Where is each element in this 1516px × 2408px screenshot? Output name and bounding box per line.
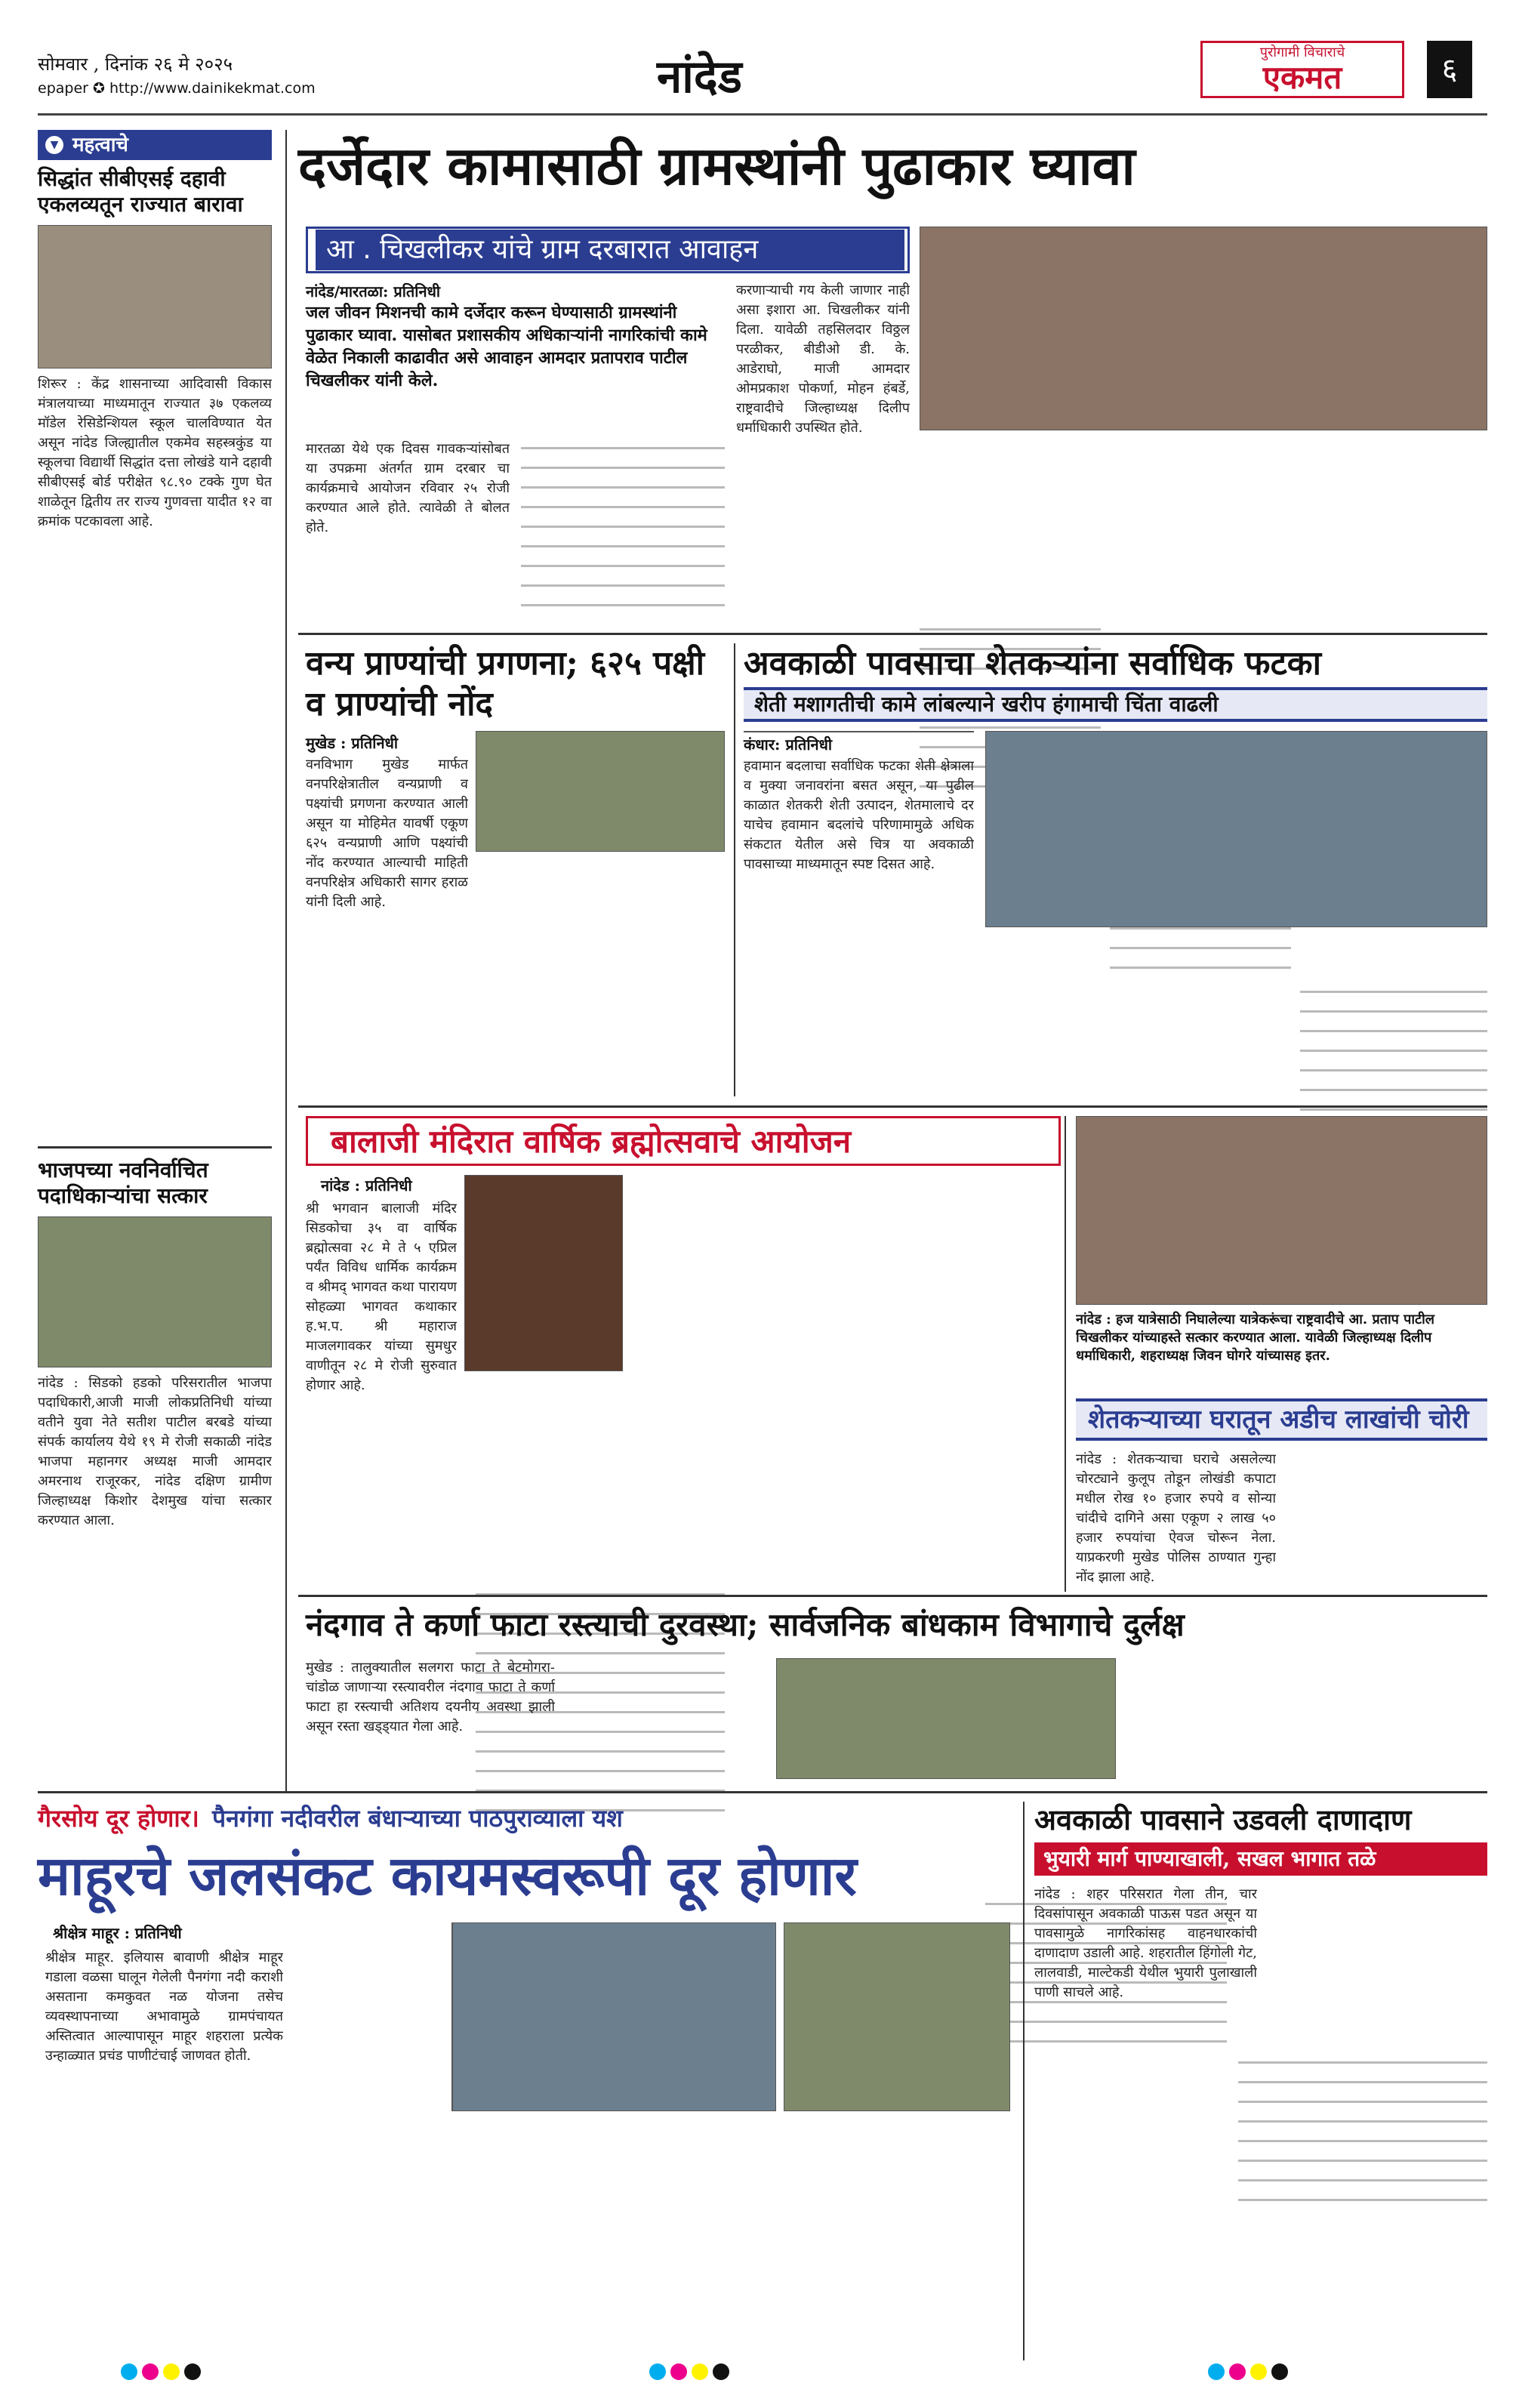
magenta-mark (142, 2363, 159, 2380)
mahur-photo-1b (451, 1922, 453, 2111)
haj-felicitation-photo (1076, 1116, 1487, 1305)
page-number: ६ (1427, 41, 1472, 98)
cyan-mark (121, 2363, 137, 2380)
yellow-mark (163, 2363, 180, 2380)
mahur-photo-2 (784, 1922, 1010, 2111)
road-photo (776, 1658, 1116, 1779)
road-body: मुखेड : तालुक्यातील सलगरा फाटा ते बेटमोगरा-चांडोळ जाणाऱ्या रस्त्यावरील नंदगाव फाटा ते कर्णा फाटा हा रस्त्याची अतिशय दयनीय अवस्था झाली असून रस्ता खड्ड्यात गेला आहे. (306, 1660, 555, 1734)
lead-column-3: करणाऱ्याची गय केली जाणार नाही असा इशारा आ. चिखलीकर यांनी दिला. यावेळी तहसिलदार विठ्ठल परळीकर, बीडीओ डी. के. आडेराघो, माजी आमदार ओमप्रकाश पोकर्णा, मोहन हंबर्डे, राष्ट्रवादीचे जिल्हाध्यक्ष दिलीप धर्माधिकारी उपस्थित होते. (736, 282, 910, 436)
byline: श्रीक्षेत्र माहूर : प्रतिनिधी (53, 1924, 182, 1942)
black-mark (713, 2363, 729, 2380)
rain-photo (985, 731, 1487, 927)
lead-column-2-text (521, 439, 725, 621)
magenta-mark (1229, 2363, 1246, 2380)
unseasonal-headline[interactable]: अवकाळी पावसाने उडवली दाणादाण (1034, 1802, 1412, 1836)
text-lines (521, 439, 725, 621)
wildlife-body: वनविभाग मुखेड मार्फत वनपरिक्षेत्रातील वन्यप्राणी व पक्ष्यांची प्रगणना करण्यात आली असून या मोहिमेत यावर्षी एकूण ६२५ वन्यप्राणी आणि पक्ष्यांची नोंद करण्यात आल्याची माहिती वनपरिक्षेत्र अधिकारी सागर हराळ यांनी दिली आहे. (306, 757, 468, 910)
newspaper-logo (1200, 41, 1404, 98)
story-body: नांदेड : सिडको हडको परिसरातील भाजपा पदाधिकारी,आजी माजी लोकप्रतिनिधी यांच्या वतीने युवा नेते सतीश पाटील बरबडे यांच्या संपर्क कार्यालय येथे १९ मे रोजी सकाळी नांदेड भाजपा महानगर अध्यक्ष माजी आमदार अमरनाथ राजूरकर, नांदेड दक्षिण ग्रामीण जिल्हाध्यक्ष किशोर देशमुख यांचा सत्कार करण्यात आला. (38, 1375, 272, 1528)
chevron-down-icon: ▼ (45, 136, 63, 154)
lead-subhead: आ . चिखलीकर यांचे ग्राम दरबारात आवाहन (316, 230, 904, 270)
epaper-link[interactable]: epaper ✪ http://www.dainikekmat.com (38, 80, 316, 97)
left-column (38, 130, 272, 1784)
haj-photo-caption: नांदेड : हज यात्रेसाठी निघालेल्या यात्रेकरूंचा राष्ट्रवादीचे आ. प्रताप पाटील चिखलीकर यांच्याहस्ते सत्कार करण्यात आला. यावेळी जिल्हाध्यक्ष दिलीप धर्माधिकारी, शहराध्यक्ष जिवन घोगरे यांच्यासह इतर. (1076, 1312, 1434, 1364)
story-headline[interactable]: सिद्धांत सीबीएसई दहावी एकलव्यतून राज्यात बारावा (38, 166, 243, 217)
section-rule (298, 1595, 1487, 1597)
text-lines (1238, 2054, 1487, 2212)
section-label (38, 130, 272, 160)
kicker-label: गैरसोय दूर होणार। (38, 1804, 199, 1833)
unseasonal-body: नांदेड : शहर परिसरात गेला तीन, चार दिवसांपासून अवकाळी पाऊस पडत असून या पावसामुळे नागरिकांसह वाहनधारकांची दाणादाण उडाली आहे. शहरातील हिंगोली गेट, लालवाडी, माल्टेकडी येथील भुयारी पुलाखाली पाणी साचले आहे. (1034, 1886, 1257, 2000)
kicker-text: पैनगंगा नदीवरील बंधाऱ्याच्या पाठपुराव्याला यश (211, 1804, 623, 1833)
balaji-headline[interactable]: बालाजी मंदिरात वार्षिक ब्रह्मोत्सवाचे आयोजन (306, 1116, 1061, 1166)
rain-body: हवामान बदलाचा सर्वाधिक फटका शेती क्षेत्राला व मुक्या जनावरांना बसत असून, या पुढील काळात शेतकरी शेती उत्पादन, शेतमालाचे दर याचेच हवामान बदलांचे परिणामामुळे अधिक संकटात येतील असे चित्र या अवकाळी पावसाच्या माध्यमातून स्पष्ट दिसत आहे. (744, 758, 974, 872)
masthead-rule (38, 113, 1487, 116)
logo-brand: एकमत (1262, 59, 1342, 96)
lead-photo (920, 227, 1487, 430)
section-rule (38, 1791, 1487, 1793)
column-rule (734, 643, 735, 1096)
masthead (38, 44, 1487, 103)
news-photo (38, 1216, 272, 1367)
theft-body: नांदेड : शेतकऱ्याचा घराचे असलेल्या चोरट्याने कुलूप तोडून लोखंडी कपाटा मधील रोख १० हजार रुपये व सोन्या चांदीचे दागिने असा एकूण २ लाख ५० हजार रुपयांचा ऐवज चोरून नेला. याप्रकरणी मुखेड पोलिस ठाण्यात गुन्हा नोंद झाला आहे. (1076, 1451, 1276, 1585)
cyan-mark (649, 2363, 666, 2380)
theft-headline[interactable]: शेतकऱ्याच्या घरातून अडीच लाखांची चोरी (1076, 1398, 1487, 1441)
rain-headline[interactable]: अवकाळी पावसाचा शेतकऱ्यांना सर्वाधिक फटका (744, 644, 1321, 683)
story-body: शिरूर : केंद्र शासनाच्या आदिवासी विकास मंत्रालयाच्या माध्यमातून राज्यात ३७ एकलव्य मॉडेल रेसिडेन्शियल स्कूल चालविण्यात येत असून नांदेड जिल्ह्यातील एकमेव सहस्त्रकुंड या स्कूलचा विद्यार्थी सिद्धांत दत्ता लोखंडे याने दहावी सीबीएसई बोर्ड परीक्षेत ९८.९० टक्के गुण घेत शाळेतून द्वितीय तर राज्य गुणवत्ता यादीत १२ वा क्रमांक पटकावला आहे. (38, 376, 272, 529)
byline: नांदेड : प्रतिनिधी (321, 1176, 412, 1195)
lead-column-1: मारतळा येथे एक दिवस गावकऱ्यांसोबत या उपक्रमा अंतर्गत ग्राम दरबार चा कार्यक्रमाचे आयोजन रविवार २५ रोजी करण्यात आले होते. त्यावेळी ते बोलत होते. (306, 441, 510, 535)
section-rule (298, 1105, 1487, 1108)
cyan-mark (1208, 2363, 1225, 2380)
unseasonal-subhead: भुयारी मार्ग पाण्याखाली, सखल भागात तळे (1034, 1842, 1487, 1876)
rain-subhead: शेती मशागतीची कामे लांबल्याने खरीप हंगामाची चिंता वाढली (744, 687, 1487, 722)
mahur-headline[interactable]: माहूरचे जलसंकट कायमस्वरूपी दूर होणार (38, 1843, 857, 1907)
magenta-mark (670, 2363, 687, 2380)
balaji-idol-photo (464, 1175, 623, 1371)
byline: नांदेड/मारतळा: प्रतिनिधी (306, 282, 441, 301)
section-label-text: महत्वाचे (72, 134, 128, 156)
lead-headline[interactable]: दर्जेदार कामासाठी ग्रामस्थांनी पुढाकार घ्यावा (298, 134, 1135, 197)
road-headline[interactable]: नंदगाव ते कर्णा फाटा रस्त्याची दुरवस्था; सार्वजनिक बांधकाम विभागाचे दुर्लक्ष (306, 1606, 1185, 1643)
column-rule (1065, 1116, 1066, 1592)
rain-column-3 (1238, 2054, 1487, 2212)
section-rule (298, 633, 1487, 635)
news-photo (38, 225, 272, 368)
wildlife-photo (476, 731, 725, 852)
yellow-mark (1250, 2363, 1267, 2380)
logo-tagline: पुरोगामी विचाराचे (1259, 45, 1345, 60)
lead-intro-box (306, 281, 729, 432)
registration-marks (649, 2363, 800, 2383)
black-mark (1271, 2363, 1288, 2380)
story-headline[interactable]: भाजपच्या नवनिर्वाचित पदाधिकाऱ्यांचा सत्कार (38, 1158, 208, 1208)
page-section-title: नांदेड (657, 51, 742, 103)
issue-date: सोमवार , दिनांक २६ मे २०२५ (38, 54, 233, 75)
column-rule (1023, 1802, 1025, 2360)
byline: कंधार: प्रतिनिधी (744, 735, 833, 754)
byline: मुखेड : प्रतिनिधी (306, 734, 399, 752)
column-rule (285, 130, 287, 1791)
mahur-photo-1 (451, 1922, 776, 2111)
yellow-mark (692, 2363, 708, 2380)
mahur-kicker (38, 1802, 1019, 1838)
rain-photo-2 (744, 731, 974, 732)
black-mark (184, 2363, 201, 2380)
lead-intro: जल जीवन मिशनची कामे दर्जेदार करून घेण्यासाठी ग्रामस्थांनी पुढाकार घ्यावा. यासोबत प्रशासकीय अधिकाऱ्यांनी नागरिकांची कामे वेळेत निकाली काढावीत असे आवाहन आमदार प्रतापराव पाटील चिखलीकर यांनी केले. (306, 303, 707, 390)
wildlife-headline[interactable]: वन्य प्राण्यांची प्रगणना; ६२५ पक्षी व प्राण्यांची नोंद (306, 644, 705, 723)
registration-marks (121, 2363, 272, 2383)
registration-marks (1208, 2363, 1359, 2383)
divider (38, 1146, 272, 1149)
mahur-body: श्रीक्षेत्र माहूर. इलियास बावाणी श्रीक्षेत्र माहूर गडाला वळसा घालून गेलेली पैनगंगा नदी कराशी असताना कमकुवत नळ योजना तसेच व्यवस्थापनाच्या अभावामुळे ग्रामपंचायत अस्तित्वात आल्यापासून माहूर शहराला प्रत्येक उन्हाळ्यात प्रचंड पाणीटंचाई जाणवत होती. (45, 1950, 283, 2064)
balaji-body: श्री भगवान बालाजी मंदिर सिडकोचा ३५ वा वार्षिक ब्रह्मोत्सवा २८ मे ते ५ एप्रिल पर्यंत विविध धार्मिक कार्यक्रम व श्रीमद् भागवत कथा पारायण सोहळ्या भागवत कथाकार ह.भ.प. श्री महाराज माजलगावकर यांच्या सुमधुर वाणीतून २८ मे रोजी सुरुवात होणार आहे. (306, 1201, 457, 1393)
